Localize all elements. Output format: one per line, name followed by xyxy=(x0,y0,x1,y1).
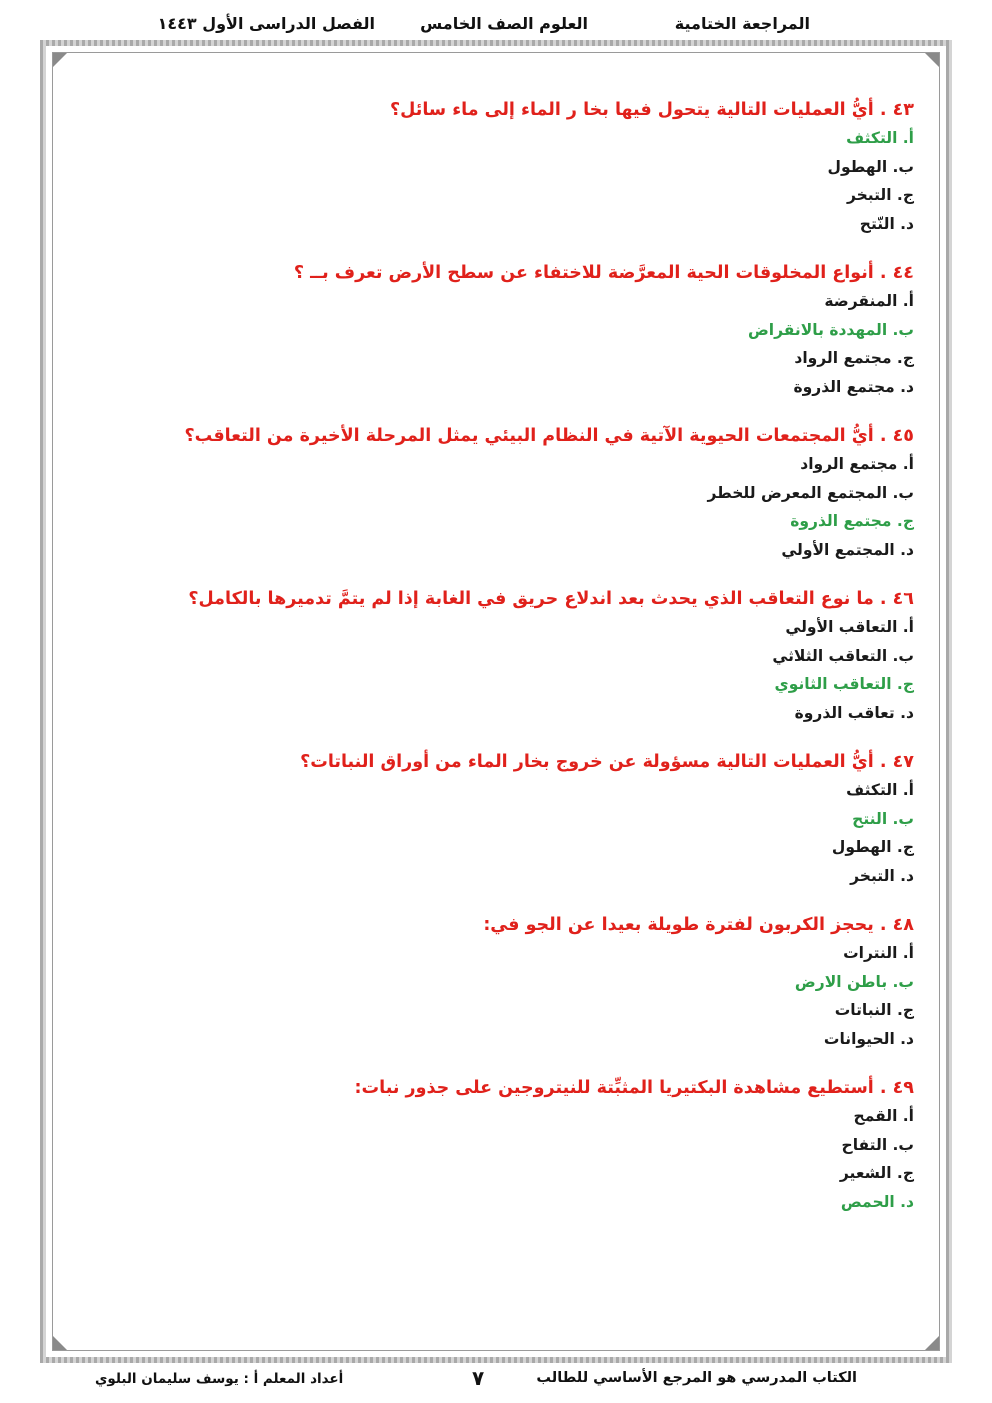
answer-option-correct: ب. المهددة بالانقراض xyxy=(747,320,914,339)
question-block xyxy=(134,911,914,1053)
header-term: الفصل الدراسى الأول ١٤٤٣ xyxy=(157,14,375,33)
answer-option: أ. المنقرضة xyxy=(824,292,914,310)
question-text: ٤٤ . أنواع المخلوقات الحية المعرَّضة للاختفاء عن سطح الأرض تعرف بــ ؟ xyxy=(293,263,914,283)
question-list xyxy=(134,96,914,1237)
answer-option: د. الحيوانات xyxy=(823,1029,914,1048)
answer-option-correct: أ. التكثف xyxy=(846,129,914,147)
question-text: ٤٣ . أيُّ العمليات التالية يتحول فيها بخا ر الماء إلى ماء سائل؟ xyxy=(389,100,914,120)
answer-option: د. النّتح xyxy=(859,214,914,233)
answer-option: ج. النباتات xyxy=(834,1001,914,1019)
answer-option-correct: ج. التعاقب الثانوي xyxy=(774,675,914,693)
question-block xyxy=(134,1074,914,1216)
answer-option-correct: د. الحمص xyxy=(840,1192,914,1211)
answer-option: ج. الشعير xyxy=(839,1164,914,1182)
answer-option: ب. التفاح xyxy=(841,1135,914,1154)
corner-ornament-top-right xyxy=(925,53,939,67)
question-text: ٤٨ . يحجز الكربون لفترة طويلة بعيدا عن الجو في: xyxy=(483,915,914,935)
answer-option: أ. التعاقب الأولي xyxy=(785,618,914,636)
answer-option: ج. مجتمع الرواد xyxy=(794,349,914,367)
question-block xyxy=(134,585,914,727)
answer-option: ب. الهطول xyxy=(827,157,914,176)
answer-option-correct: ج. مجتمع الذروة xyxy=(790,512,914,530)
header-title: المراجعة الختامية xyxy=(674,14,810,33)
page-header xyxy=(150,10,810,40)
question-block xyxy=(134,422,914,564)
page-footer xyxy=(0,1366,992,1396)
answer-option: د. التبخر xyxy=(850,866,914,885)
corner-ornament-bottom-right xyxy=(925,1336,939,1350)
answer-option: أ. التكثف xyxy=(846,781,914,799)
question-text: ٤٧ . أيُّ العمليات التالية مسؤولة عن خروج بخار الماء من أوراق النباتات؟ xyxy=(300,752,914,772)
question-block xyxy=(134,748,914,890)
corner-ornament-top-left xyxy=(53,53,67,67)
answer-option: أ. مجتمع الرواد xyxy=(800,455,914,473)
answer-option: ج. التبخر xyxy=(846,186,914,204)
answer-option: أ. القمح xyxy=(853,1107,914,1125)
answer-option: ب. المجتمع المعرض للخطر xyxy=(707,483,914,502)
answer-option: د. المجتمع الأولي xyxy=(781,540,914,559)
corner-ornament-bottom-left xyxy=(53,1336,67,1350)
answer-option-correct: ب. النتح xyxy=(852,809,914,828)
page-number: ٧ xyxy=(472,1366,485,1390)
question-block xyxy=(134,96,914,238)
answer-option: ج. الهطول xyxy=(831,838,914,856)
question-block xyxy=(134,259,914,401)
question-text: ٤٥ . أيُّ المجتمعات الحيوية الآتية في النظام البيئي يمثل المرحلة الأخيرة من التعاقب؟ xyxy=(184,426,914,446)
answer-option: أ. النترات xyxy=(843,944,914,962)
question-text: ٤٦ . ما نوع التعاقب الذي يحدث بعد اندلاع حريق في الغابة إذا لم يتمَّ تدميرها بالكامل؟ xyxy=(188,589,914,609)
question-text: ٤٩ . أستطيع مشاهدة البكتيريا المثبِّتة للنيتروجين على جذور نبات: xyxy=(354,1078,914,1098)
footer-author: أعداد المعلم أ : يوسف سليمان البلوي xyxy=(95,1371,344,1387)
answer-option-correct: ب. باطن الارض xyxy=(794,972,914,991)
answer-option: ب. التعاقب الثلاثي xyxy=(772,646,914,665)
footer-book-note: الكتاب المدرسي هو المرجع الأساسي للطالب xyxy=(536,1370,857,1386)
header-subject: العلوم الصف الخامس xyxy=(420,14,588,33)
answer-option: د. مجتمع الذروة xyxy=(793,377,914,396)
answer-option: د. تعاقب الذروة xyxy=(794,703,914,722)
